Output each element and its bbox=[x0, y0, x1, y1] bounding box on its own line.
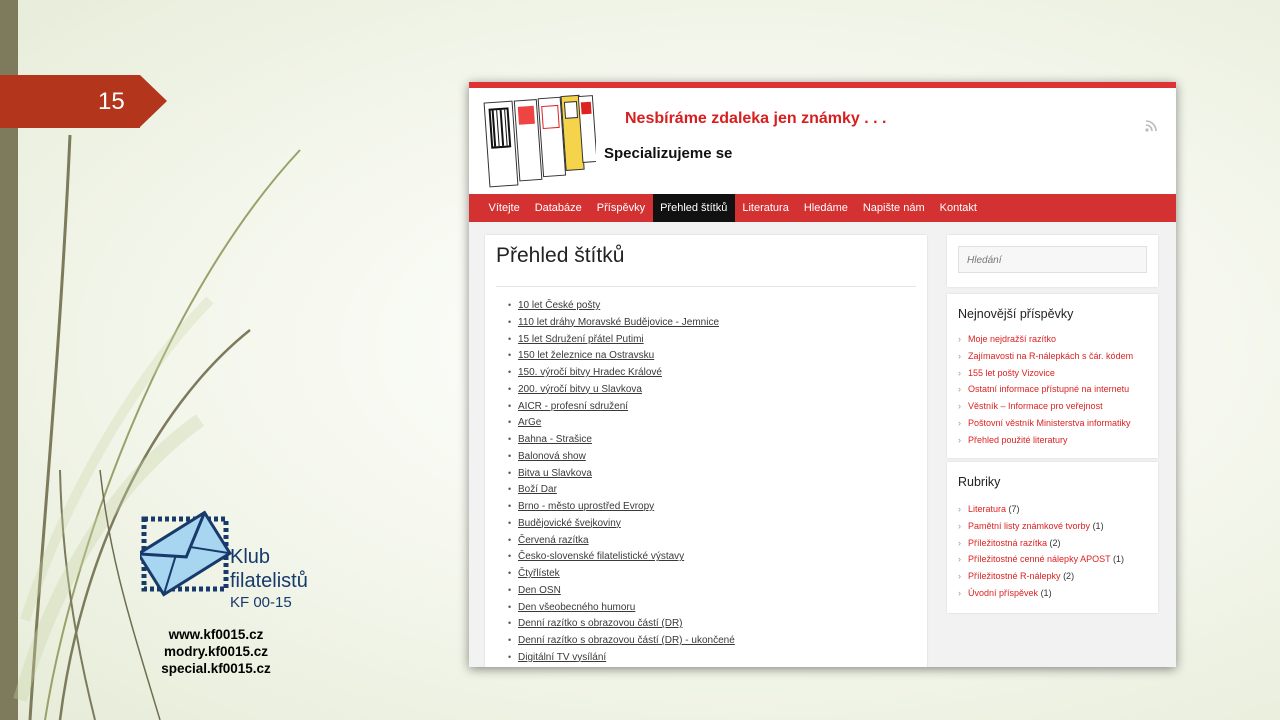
tag-list bbox=[501, 297, 735, 666]
nav-item[interactable]: Příspěvky bbox=[596, 202, 646, 214]
tag-link[interactable]: 150 let železnice na Ostravsku bbox=[518, 350, 655, 362]
category-link[interactable]: Literatura bbox=[968, 504, 1007, 514]
list-item bbox=[958, 365, 1133, 382]
tag-link[interactable]: 15 let Sdružení přátel Putimi bbox=[518, 333, 644, 345]
list-item bbox=[501, 431, 735, 448]
recent-post-link[interactable]: Zajímavosti na R-nálepkách s čár. kódem bbox=[968, 350, 1134, 361]
recent-post-link[interactable]: Ostatní informace přístupné na internetu bbox=[968, 384, 1130, 395]
slide-number: 15 bbox=[98, 88, 125, 115]
category-link[interactable]: Příležitostná razítka bbox=[968, 537, 1048, 548]
list-item bbox=[501, 532, 735, 549]
tag-link[interactable]: Denní razítko s obrazovou částí (DR) - ukončené bbox=[518, 635, 735, 646]
list-item bbox=[501, 515, 735, 532]
nav-item[interactable]: Napište nám bbox=[862, 202, 925, 214]
tag-link[interactable]: Česko-slovenské filatelistické výstavy bbox=[518, 551, 685, 563]
tag-link[interactable]: Digitální TV vysílání bbox=[518, 651, 607, 663]
list-item bbox=[501, 599, 735, 616]
list-item bbox=[501, 331, 735, 348]
list-item bbox=[501, 414, 735, 431]
list-item bbox=[501, 481, 735, 498]
nav-item[interactable]: Literatura bbox=[742, 202, 789, 214]
search-input[interactable]: Hledání bbox=[958, 246, 1147, 273]
logo-line-2: filatelistů bbox=[230, 570, 308, 592]
list-item bbox=[501, 448, 735, 465]
logo-line-3: KF 00-15 bbox=[230, 594, 292, 611]
list-item bbox=[501, 381, 735, 398]
search-widget bbox=[947, 235, 1158, 287]
tag-link[interactable]: Čtyřlístek bbox=[518, 568, 560, 579]
club-logo bbox=[140, 505, 320, 615]
content-panel bbox=[485, 235, 927, 667]
list-item bbox=[501, 314, 735, 331]
recent-post-link[interactable]: 155 let pošty Vizovice bbox=[968, 367, 1055, 378]
site-tagline: Nesbíráme zdaleka jen známky . . . bbox=[625, 110, 887, 127]
header-labels-image bbox=[481, 94, 596, 188]
envelope-icon bbox=[140, 513, 230, 595]
nav-item[interactable]: Přehled štítků bbox=[653, 194, 735, 222]
website-screenshot bbox=[469, 82, 1176, 667]
recent-posts-list bbox=[958, 331, 1133, 449]
list-item bbox=[501, 615, 735, 632]
tag-link[interactable]: Budějovické švejkoviny bbox=[518, 517, 621, 529]
list-item bbox=[958, 518, 1124, 535]
list-item bbox=[958, 415, 1133, 432]
nav-item[interactable]: Hledáme bbox=[803, 202, 848, 214]
main-nav bbox=[469, 194, 1176, 222]
recent-post-link[interactable]: Poštovní věstník Ministerstva informatiky bbox=[968, 417, 1131, 428]
list-item bbox=[958, 551, 1124, 568]
categories-list bbox=[958, 501, 1124, 602]
url-main[interactable]: www.kf0015.cz bbox=[168, 627, 264, 642]
recent-post-link[interactable]: Věstník – Informace pro veřejnost bbox=[968, 401, 1103, 412]
category-count: (2) bbox=[1049, 537, 1061, 548]
list-item bbox=[958, 535, 1124, 552]
category-link[interactable]: Pamětní listy známkové tvorby bbox=[968, 520, 1091, 531]
nav-item[interactable]: Databáze bbox=[534, 202, 582, 214]
tag-link[interactable]: Brno - město uprostřed Evropy bbox=[518, 501, 655, 512]
category-count: (1) bbox=[1112, 554, 1124, 565]
list-item bbox=[958, 348, 1133, 365]
tag-link[interactable]: 150. výročí bitvy Hradec Králové bbox=[518, 367, 662, 378]
recent-posts-title: Nejnovější příspěvky bbox=[958, 307, 1074, 321]
list-item bbox=[501, 347, 735, 364]
tag-link[interactable]: 110 let dráhy Moravské Budějovice - Jemnice bbox=[518, 316, 720, 328]
category-count: (1) bbox=[1040, 587, 1052, 598]
tag-link[interactable]: Den všeobecného humoru bbox=[518, 601, 636, 613]
logo-line-1: Klub bbox=[230, 546, 271, 568]
tag-link[interactable]: 10 let České pošty bbox=[518, 300, 601, 311]
category-link[interactable]: Příležitostné cenné nálepky APOST bbox=[968, 554, 1111, 565]
recent-posts-widget bbox=[947, 294, 1158, 458]
list-item bbox=[958, 585, 1124, 602]
url-modry[interactable]: modry.kf0015.cz bbox=[163, 644, 269, 659]
list-item bbox=[958, 398, 1133, 415]
tag-link[interactable]: Balonová show bbox=[518, 450, 586, 462]
list-item bbox=[501, 465, 735, 482]
category-link[interactable]: Příležitostné R-nálepky bbox=[968, 571, 1061, 582]
category-count: (2) bbox=[1063, 571, 1075, 582]
tag-link[interactable]: Boží Dar bbox=[518, 484, 557, 496]
url-special[interactable]: special.kf0015.cz bbox=[161, 661, 271, 676]
list-item bbox=[501, 398, 735, 415]
categories-widget bbox=[947, 462, 1158, 613]
list-item bbox=[958, 432, 1133, 449]
categories-title: Rubriky bbox=[958, 475, 1001, 489]
list-item bbox=[501, 582, 735, 599]
list-item bbox=[501, 632, 735, 649]
tag-link[interactable]: ArGe bbox=[518, 417, 542, 429]
list-item bbox=[501, 565, 735, 582]
tag-link[interactable]: AICR - profesní sdružení bbox=[518, 400, 629, 412]
tag-link[interactable]: Bahna - Strašice bbox=[518, 434, 592, 445]
category-count: (7) bbox=[1008, 504, 1020, 514]
site-header bbox=[469, 88, 1176, 194]
tag-link[interactable]: Červená razítka bbox=[518, 534, 589, 546]
title-divider bbox=[496, 286, 916, 287]
tag-link[interactable]: Denní razítko s obrazovou částí (DR) bbox=[518, 618, 683, 630]
nav-item[interactable]: Vítejte bbox=[488, 202, 520, 214]
tag-link[interactable]: 200. výročí bitvy u Slavkova bbox=[518, 383, 642, 395]
slide-number-tab bbox=[0, 75, 140, 128]
list-item bbox=[501, 548, 735, 565]
tag-link[interactable]: Bitva u Slavkova bbox=[518, 467, 592, 479]
list-item bbox=[958, 381, 1133, 398]
nav-item[interactable]: Kontakt bbox=[939, 202, 977, 214]
club-urls bbox=[128, 626, 304, 677]
site-subtitle: Specializujeme se bbox=[604, 145, 733, 162]
category-count: (1) bbox=[1092, 520, 1104, 531]
recent-post-link[interactable]: Přehled použité literatury bbox=[968, 434, 1068, 445]
recent-post-link[interactable]: Moje nejdražší razítko bbox=[968, 334, 1057, 344]
list-item bbox=[958, 568, 1124, 585]
list-item bbox=[958, 331, 1133, 348]
list-item bbox=[501, 498, 735, 515]
tag-link[interactable]: Den OSN bbox=[518, 584, 561, 596]
list-item bbox=[501, 364, 735, 381]
rss-icon[interactable] bbox=[1145, 119, 1158, 132]
category-link[interactable]: Úvodní příspěvek bbox=[968, 587, 1039, 598]
list-item bbox=[958, 501, 1124, 518]
page-title: Přehled štítků bbox=[496, 244, 625, 267]
list-item bbox=[501, 649, 735, 666]
list-item bbox=[501, 297, 735, 314]
